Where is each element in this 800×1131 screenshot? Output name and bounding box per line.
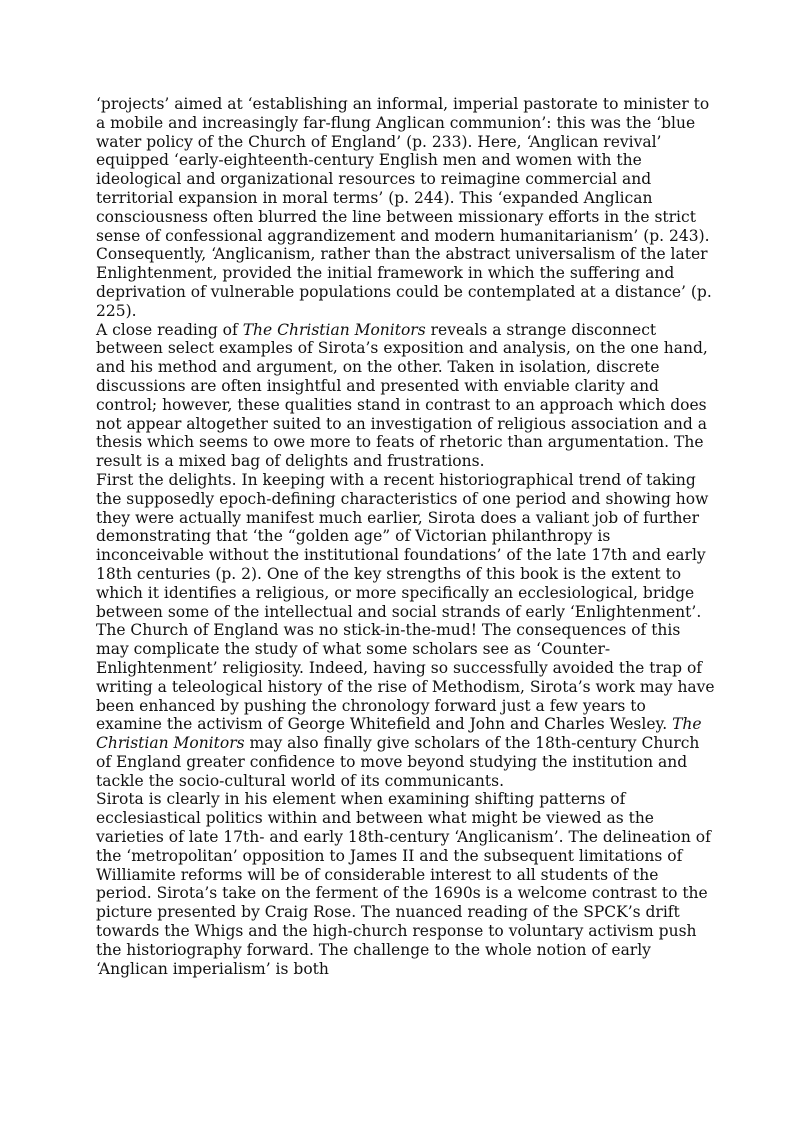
paragraph-text: A close reading of (96, 320, 243, 339)
book-title: The Christian Monitors (96, 715, 702, 753)
paragraph-text: Sirota is clearly in his element when examining shifting patterns of ecclesiastical politics within and between what might be viewed as the varieties of late 17th- and early 18th-century ‘Anglicanism’. The delineation of the ‘metropolitan’ opposition to James II and the subsequent limitations of Williamite reforms will be of considerable interest to all students of the period. Sirota’s take on the ferment of the 1690s is a welcome contrast to the picture presented by Craig Rose. The nuanced reading of the SPCK’s drift towards the Whigs and the high-church response to voluntary activism push the historiography forward. The challenge to the whole notion of early ‘Anglican imperialism’ is both (96, 790, 711, 978)
paragraph-ecclesiastical-politics (96, 790, 716, 978)
paragraph-blue-water-policy (96, 95, 716, 321)
book-title: The Christian Monitors (242, 320, 426, 339)
paragraph-text: reveals a strange disconnect between select examples of Sirota’s exposition and analysis, on the one hand, and his method and argument, on the other. Taken in isolation, discrete discussions are often insightful and presented with enviable clarity and control; however, these qualities stand in contrast to an approach which does not appear altogether suited to an investigation of religious association and a thesis which seems to owe more to feats of rhetoric than argumentation. The result is a mixed bag of delights and frustrations. (96, 320, 708, 471)
paragraph-text: ‘projects’ aimed at ‘establishing an informal, imperial pastorate to minister to a mobile and increasingly far-flung Anglican communion’: this was the ‘blue water policy of the Church of England’ (p. 233). Here, ‘Anglican revival’ equipped ‘early-eighteenth-century English men and women with the ideological and organizational resources to reimagine commercial and territorial expansion in moral terms’ (p. 244). This ‘expanded Anglican consciousness often blurred the line between missionary efforts in the strict sense of confessional aggrandizement and modern humanitarianism’ (p. 243). Consequently, ‘Anglicanism, rather than the abstract universalism of the later Enlightenment, provided the initial framework in which the suffering and deprivation of vulnerable populations could be contemplated at a distance’ (p. 225). (96, 95, 712, 320)
paragraph-delights (96, 471, 716, 791)
paragraph-text: First the delights. In keeping with a recent historiographical trend of taking the supposedly epoch-defining characteristics of one period and showing how they were actually manifest much earlier, Sirota does a valiant job of further demonstrating that ‘the “golden age” of Victorian philanthropy is inconceivable without the institutional foundations’ of the late 17th and early 18th centuries (p. 2). One of the key strengths of this book is the extent to which it identifies a religious, or more specifically an ecclesiological, bridge between some of the intellectual and social strands of early ‘Enlightenment’. The Church of England was no stick-in-the-mud! The consequences of this may complicate the study of what some scholars see as ‘Counter-Enlightenment’ religiosity. Indeed, having so successfully avoided the trap of writing a teleological history of the rise of Methodism, Sirota’s work may have been enhanced by pushing the chronology forward just a few years to examine the activism of George Whitefield and John and Charles Wesley. (96, 470, 715, 734)
paragraph-close-reading (96, 321, 716, 471)
document-page (96, 95, 716, 978)
paragraph-text: may also finally give scholars of the 18th-century Church of England greater confidence to move beyond studying the institution and tackle the socio-cultural world of its communicants. (96, 734, 700, 790)
